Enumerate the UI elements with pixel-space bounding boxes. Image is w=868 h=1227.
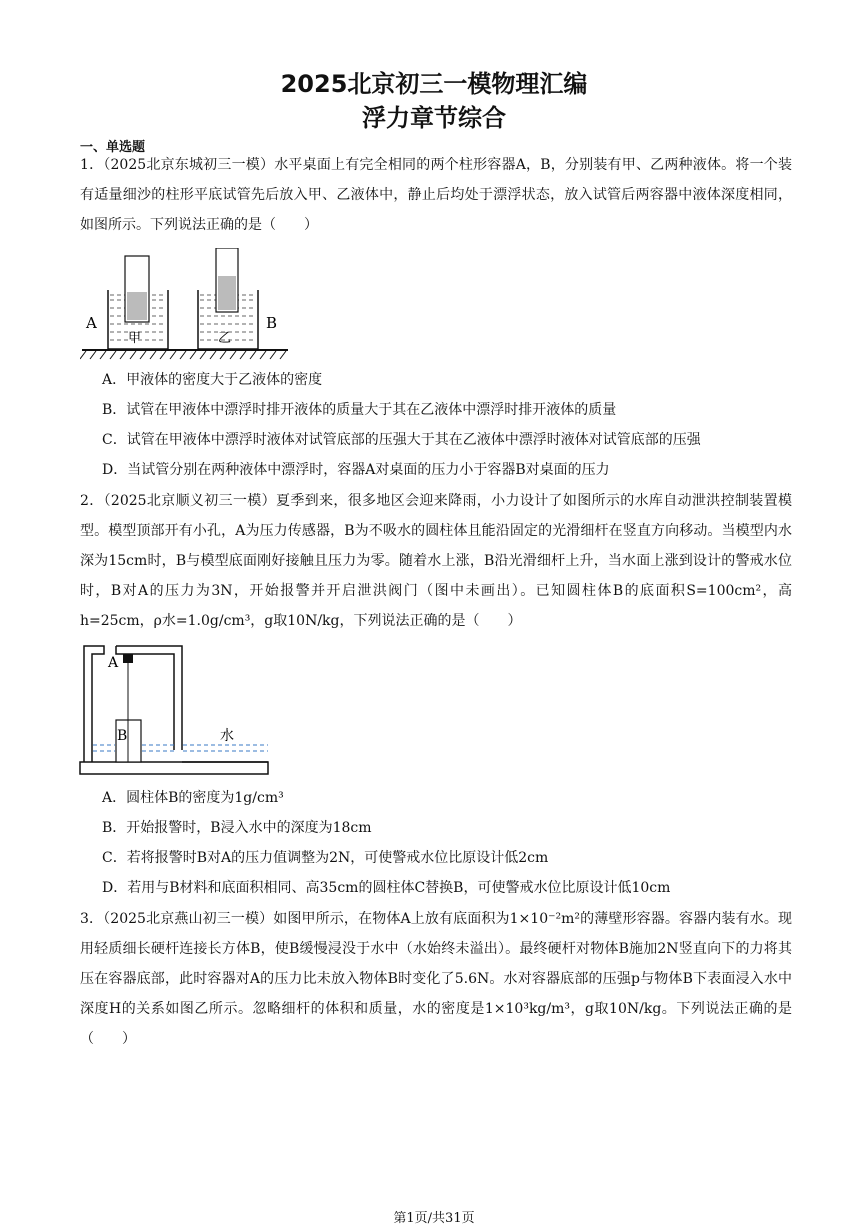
q1-option-b: B．试管在甲液体中漂浮时排开液体的质量大于其在乙液体中漂浮时排开液体的质量 xyxy=(102,402,617,418)
question-2-text: 2．（2025北京顺义初三一模）夏季到来，很多地区会迎来降雨，小力设计了如图所示的水库自动泄洪控制装置模型。模型顶部开有小孔，A为压力传感器，B为不吸水的圆柱体且能沿固定的光滑细杆在竖直方向移动。当模型内水深为15cm时，B与模型底面刚好接触且压力为零。随着水上涨，B沿光滑细杆上升，当水面上涨到设计的警戒水位时，B对A的压力为3N，开始报警并开启泄洪阀门（图中未画出）。已知圆柱体B的底面积S=100cm²，高h=25cm，ρ水=1.0g/cm³，g取10N/kg，下列说法正确的是（ ） xyxy=(80,493,792,629)
q1-option-c: C．试管在甲液体中漂浮时液体对试管底部的压强大于其在乙液体中漂浮时液体对试管底部的压强 xyxy=(102,432,701,448)
q2-option-b: B．开始报警时，B浸入水中的深度为18cm xyxy=(102,820,372,836)
page-footer: 第1页/共31页 xyxy=(393,1211,475,1226)
q2-option-a: A．圆柱体B的密度为1g/cm³ xyxy=(102,790,284,806)
question-2-figure xyxy=(78,642,272,776)
question-1-text: 1．（2025北京东城初三一模）水平桌面上有完全相同的两个柱形容器A，B，分别装有甲、乙两种液体。将一个装有适量细沙的柱形平底试管先后放入甲、乙液体中，静止后均处于漂浮状态，放入试管后两容器中液体深度相同，如图所示。下列说法正确的是（ ） xyxy=(80,157,792,233)
liquid-a-label: 甲 xyxy=(128,331,142,346)
q1-option-d: D．当试管分别在两种液体中漂浮时，容器A对桌面的压力小于容器B对桌面的压力 xyxy=(102,462,610,478)
section-heading: 一、单选题 xyxy=(80,140,146,155)
liquid-b-label: 乙 xyxy=(218,331,232,346)
question-1-figure xyxy=(80,248,290,360)
page-title: 2025北京初三一模物理汇编 xyxy=(280,70,588,98)
q2-option-d: D．若用与B材料和底面积相同、高35cm的圆柱体C替换B，可使警戒水位比原设计低10cm xyxy=(102,880,671,896)
q1-option-a: A．甲液体的密度大于乙液体的密度 xyxy=(102,372,323,388)
container-b-label: B xyxy=(266,314,278,332)
sensor-a-label: A xyxy=(108,655,119,671)
container-a-label: A xyxy=(86,314,97,332)
cylinder-b-label: B xyxy=(117,728,128,744)
question-3-text: 3．（2025北京燕山初三一模）如图甲所示，在物体A上放有底面积为1×10⁻²m²的薄壁形容器。容器内装有水。现用轻质细长硬杆连接长方体B，使B缓慢浸没于水中（水始终未溢出）。最终硬杆对物体B施加2N竖直向下的力将其压在容器底部，此时容器对A的压力比未放入物体B时变化了5.6N。水对容器底部的压强p与物体B下表面浸入水中深度H的关系如图乙所示。忽略细杆的体积和质量，水的密度是1×10³kg/m³，g取10N/kg。下列说法正确的是（ ） xyxy=(80,911,792,1047)
page-subtitle: 浮力章节综合 xyxy=(362,104,506,132)
water-label: 水 xyxy=(220,728,234,744)
q2-option-c: C．若将报警时B对A的压力值调整为2N，可使警戒水位比原设计低2cm xyxy=(102,850,549,866)
